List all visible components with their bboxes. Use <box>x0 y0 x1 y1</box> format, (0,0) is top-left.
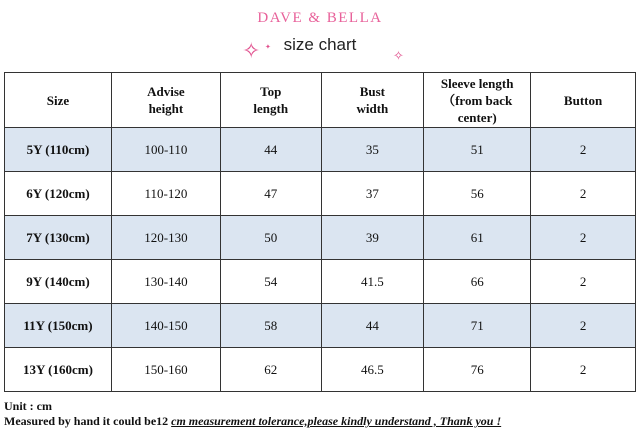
column-header-line: length <box>253 101 289 116</box>
column-header-line: width <box>356 101 389 116</box>
table-cell: 76 <box>424 348 531 392</box>
brand-title: DAVE & BELLA <box>257 10 383 26</box>
table-cell: 62 <box>220 348 321 392</box>
table-cell: 66 <box>424 260 531 304</box>
table-cell: 37 <box>321 172 424 216</box>
table-cell: 58 <box>220 304 321 348</box>
table-row <box>5 260 636 304</box>
table-row <box>5 128 636 172</box>
size-cell: 11Y (150cm) <box>5 304 112 348</box>
table-cell: 2 <box>531 216 636 260</box>
column-header <box>220 73 321 128</box>
measured-text: Measured by hand it could be12 <box>4 414 169 428</box>
table-cell: 41.5 <box>321 260 424 304</box>
column-header-line: Advise <box>147 84 185 99</box>
table-cell: 51 <box>424 128 531 172</box>
table-cell: 71 <box>424 304 531 348</box>
column-header-line: Bust <box>359 84 386 99</box>
notes <box>4 399 501 429</box>
tolerance-note <box>4 414 501 429</box>
table-cell: 130-140 <box>111 260 220 304</box>
column-header <box>424 73 531 128</box>
table-cell: 50 <box>220 216 321 260</box>
table-cell: 35 <box>321 128 424 172</box>
table-cell: 140-150 <box>111 304 220 348</box>
table-row <box>5 304 636 348</box>
column-header-line: （from back <box>442 92 513 108</box>
table-cell: 61 <box>424 216 531 260</box>
table-cell: 120-130 <box>111 216 220 260</box>
column-header-line: Top <box>260 84 282 99</box>
table-header <box>5 73 636 128</box>
table-cell: 47 <box>220 172 321 216</box>
size-cell: 13Y (160cm) <box>5 348 112 392</box>
table-cell: 2 <box>531 348 636 392</box>
column-header <box>531 73 636 128</box>
column-header <box>321 73 424 128</box>
table-cell: 2 <box>531 260 636 304</box>
size-table <box>4 72 636 392</box>
header-row <box>5 73 636 128</box>
tolerance-text: cm measurement tolerance,please kindly understand , Thank you ! <box>171 414 502 428</box>
table-row <box>5 348 636 392</box>
table-cell: 56 <box>424 172 531 216</box>
size-cell: 5Y (110cm) <box>5 128 112 172</box>
table-cell: 44 <box>220 128 321 172</box>
column-header-line: Sleeve length <box>440 75 514 91</box>
sparkle-icon: ✧ <box>242 38 261 63</box>
column-header <box>5 73 112 128</box>
table-cell: 2 <box>531 128 636 172</box>
column-header-line: Size <box>46 92 70 108</box>
column-header-line: height <box>148 101 184 116</box>
column-header-line: Button <box>563 92 603 108</box>
table-cell: 110-120 <box>111 172 220 216</box>
column-header-line: center) <box>457 109 497 125</box>
table-body <box>5 128 636 392</box>
sparkle-small-icon: ✧ <box>393 48 404 63</box>
sparkle-dot-icon: ✦ <box>265 43 271 51</box>
table-cell: 2 <box>531 172 636 216</box>
table-cell: 100-110 <box>111 128 220 172</box>
chart-subtitle: size chart <box>283 35 357 54</box>
table-row <box>5 216 636 260</box>
unit-note: Unit : cm <box>4 399 52 413</box>
size-cell: 7Y (130cm) <box>5 216 112 260</box>
table-cell: 39 <box>321 216 424 260</box>
table-cell: 44 <box>321 304 424 348</box>
table-cell: 2 <box>531 304 636 348</box>
table-row <box>5 172 636 216</box>
table-cell: 150-160 <box>111 348 220 392</box>
table-cell: 54 <box>220 260 321 304</box>
table-cell: 46.5 <box>321 348 424 392</box>
column-header <box>111 73 220 128</box>
size-cell: 6Y (120cm) <box>5 172 112 216</box>
size-cell: 9Y (140cm) <box>5 260 112 304</box>
